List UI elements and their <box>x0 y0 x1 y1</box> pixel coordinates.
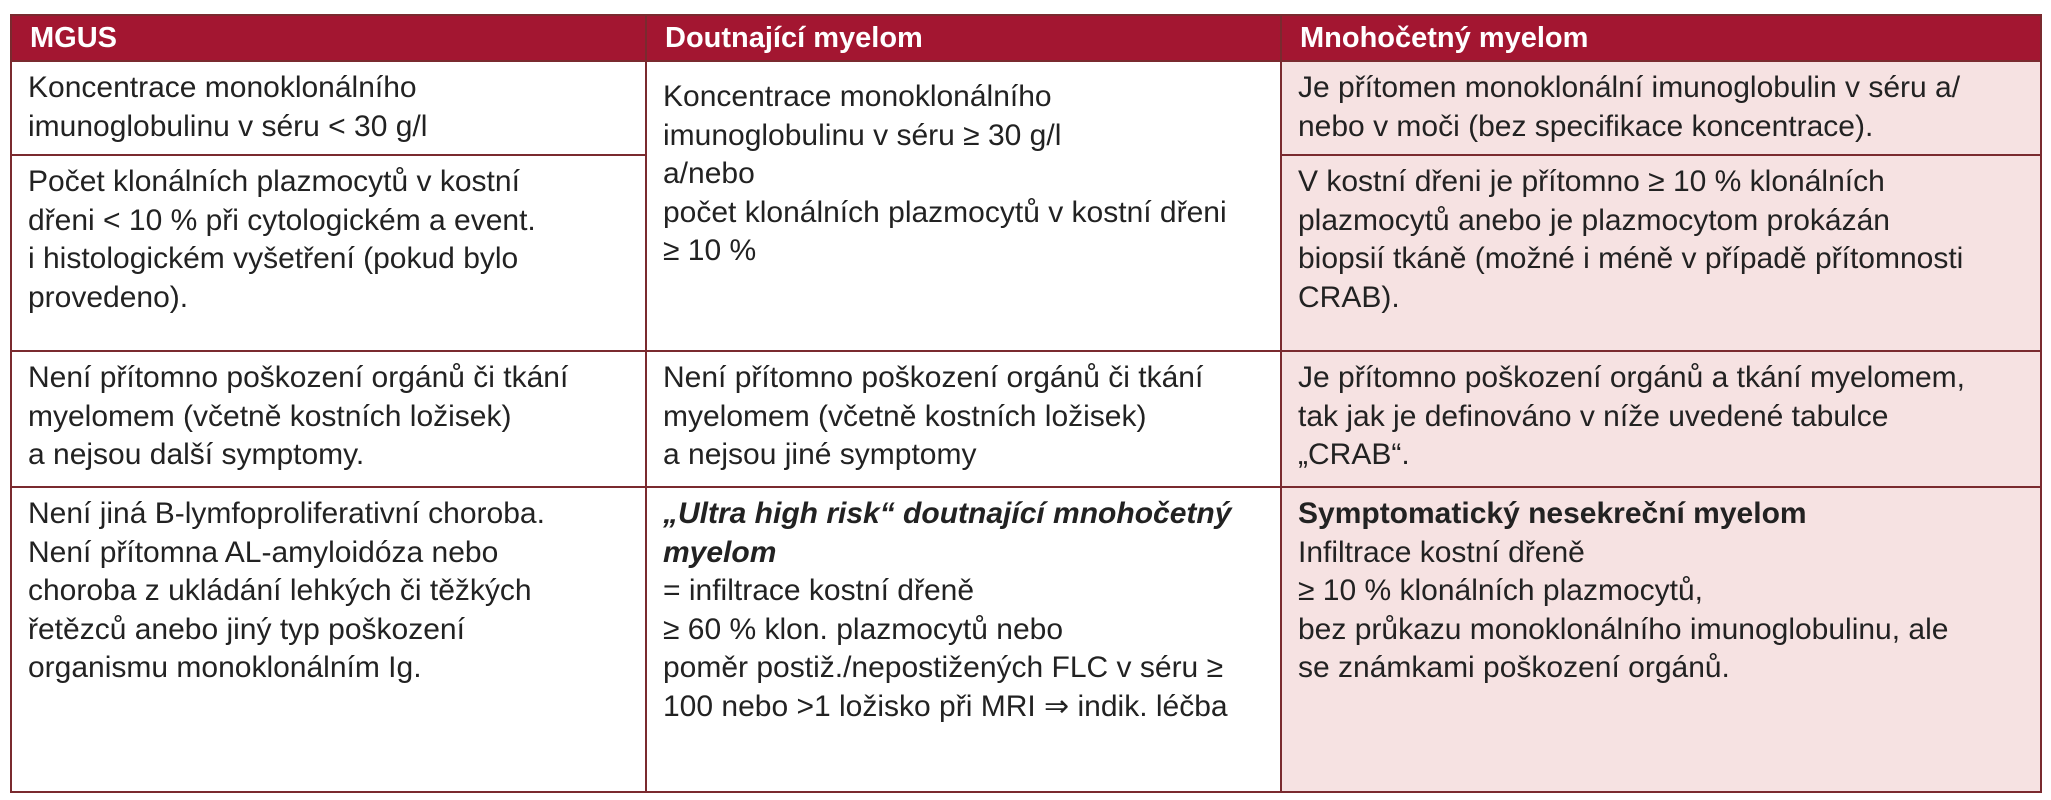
text-line: choroba z ukládání lehkých či těžkých <box>28 574 532 607</box>
text-line: organismu monoklonálním Ig. <box>28 651 422 684</box>
text-line: a/nebo <box>663 157 755 190</box>
text-line: CRAB). <box>1298 280 1400 314</box>
table-row <box>11 351 2041 487</box>
cell-doutnajici-organ-damage <box>646 351 1281 487</box>
text-line: plazmocytů anebo je plazmocytom prokázán <box>1298 203 1890 237</box>
text-line: Je přítomen monoklonální imunoglobulin v séru a/ <box>1298 71 1961 104</box>
cell-mgus-concentration <box>11 61 646 155</box>
subheading: „Ultra high risk“ doutnající mnohočetný <box>663 497 1232 530</box>
text-line: ≥ 60 % klon. plazmocytů nebo <box>663 612 1064 646</box>
text-line: Není přítomna AL-amyloidóza nebo <box>28 535 499 569</box>
header-mnohocetny-myelom: Mnohočetný myelom <box>1281 15 2041 61</box>
cell-mnohocetny-plasmocytes <box>1281 155 2041 351</box>
cell-doutnajici-concentration <box>646 61 1281 351</box>
text-line: tak jak je definováno v níže uvedené tabulce <box>1298 399 1889 433</box>
table-row <box>11 61 2041 155</box>
cell-mnohocetny-nonsecretory <box>1281 487 2041 792</box>
text-line: „CRAB“. <box>1298 438 1410 471</box>
text-line: Koncentrace monoklonálního <box>663 80 1052 113</box>
cell-mgus-organ-damage <box>11 351 646 487</box>
text-line: i histologickém vyšetření (pokud bylo <box>28 242 519 275</box>
text-line: = infiltrace kostní dřeně <box>663 574 975 607</box>
text-line: a nejsou další symptomy. <box>28 438 365 471</box>
text-line: a nejsou jiné symptomy <box>663 438 977 471</box>
cell-mnohocetny-immunoglobulin <box>1281 61 2041 155</box>
text-line: Není jiná B-lymfoproliferativní choroba. <box>28 497 545 530</box>
text-line: Není přítomno poškození orgánů či tkání <box>28 361 569 394</box>
text-line: Koncentrace monoklonálního <box>28 71 417 104</box>
header-doutnajici-myelom: Doutnající myelom <box>646 15 1281 61</box>
text-line: nebo v moči (bez specifikace koncentrace). <box>1298 109 1874 143</box>
text-line: myelomem (včetně kostních ložisek) <box>663 399 1147 433</box>
text-line: řetězců anebo jiný typ poškození <box>28 612 465 646</box>
header-row <box>11 15 2041 61</box>
criteria-table <box>10 14 2042 793</box>
text-line: ≥ 10 % klonálních plazmocytů, <box>1298 574 1703 607</box>
text-line: poměr postiž./nepostižených FLC v séru ≥ <box>663 651 1224 684</box>
text-line: počet klonálních plazmocytů v kostní dřeni <box>663 195 1227 229</box>
text-line: V kostní dřeni je přítomno ≥ 10 % klonálních <box>1298 165 1885 198</box>
text-line: Infiltrace kostní dřeně <box>1298 535 1585 569</box>
text-line: imunoglobulinu v séru < 30 g/l <box>28 109 428 143</box>
text-line: bez průkazu monoklonálního imunoglobulinu, ale <box>1298 612 1949 646</box>
cell-mnohocetny-organ-damage <box>1281 351 2041 487</box>
text-line: myelomem (včetně kostních ložisek) <box>28 399 512 433</box>
text-line: Není přítomno poškození orgánů či tkání <box>663 361 1204 394</box>
text-line: ≥ 10 % <box>663 234 757 267</box>
text-line: dřeni < 10 % při cytologickém a event. <box>28 203 536 237</box>
text-line: 100 nebo >1 ložisko při MRI ⇒ indik. léčba <box>663 689 1228 723</box>
header-mgus: MGUS <box>11 15 646 61</box>
subheading: myelom <box>663 535 777 569</box>
text-line: Počet klonálních plazmocytů v kostní <box>28 165 520 198</box>
text-line: se známkami poškození orgánů. <box>1298 651 1730 684</box>
text-line: biopsií tkáně (možné i méně v případě přítomnosti <box>1298 242 1964 275</box>
cell-doutnajici-ultra-high-risk <box>646 487 1281 792</box>
cell-mgus-plasmocytes <box>11 155 646 351</box>
text-line: imunoglobulinu v séru ≥ 30 g/l <box>663 118 1062 152</box>
text-line: Je přítomno poškození orgánů a tkání myelomem, <box>1298 361 1966 394</box>
cell-mgus-other-disease <box>11 487 646 792</box>
text-line: provedeno). <box>28 280 189 314</box>
subheading: Symptomatický nesekreční myelom <box>1298 497 1807 530</box>
table-row <box>11 487 2041 792</box>
